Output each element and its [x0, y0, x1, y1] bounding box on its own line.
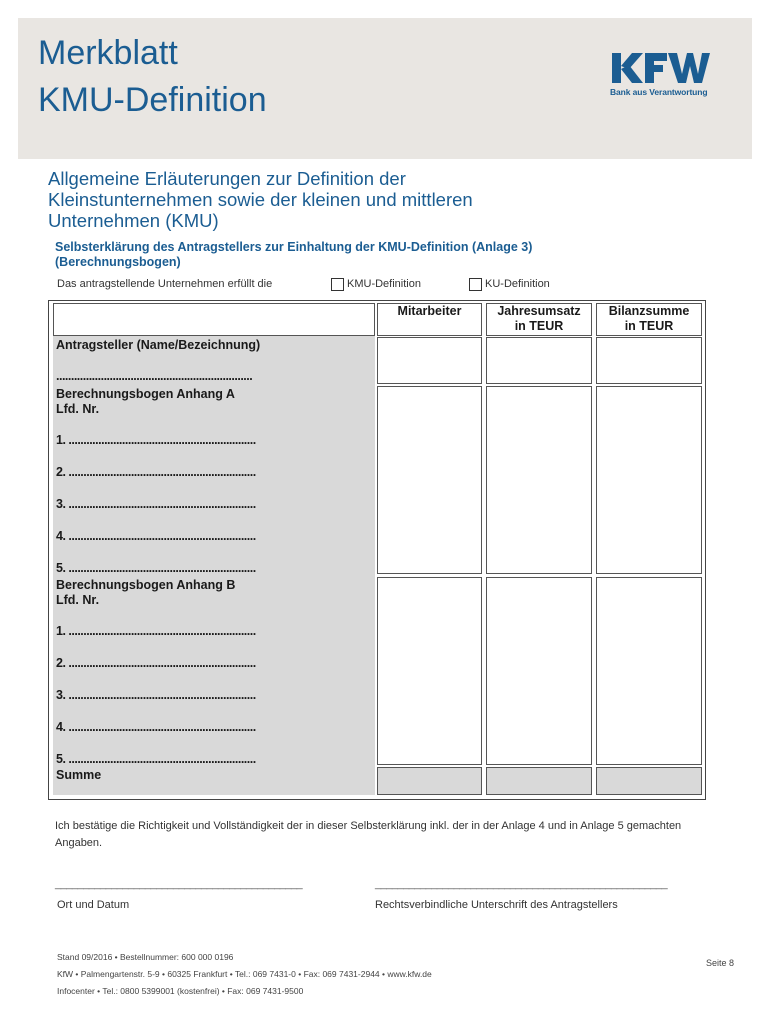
ku-checkbox[interactable]	[469, 278, 482, 291]
page-title-line2: KMU-Definition	[38, 81, 267, 119]
kfw-logo	[610, 50, 710, 100]
col-header-mitarbeiter: Mitarbeiter	[397, 304, 462, 318]
signature-label: Rechtsverbindliche Unterschrift des Antragstellers	[375, 899, 618, 911]
anhang-a-item-2: 2. ...............................................................	[56, 465, 256, 479]
page-title-line1: Merkblatt	[38, 34, 178, 72]
anhang-b-lfd-nr: Lfd. Nr.	[56, 593, 100, 607]
footer-address: KfW • Palmengartenstr. 5-9 • 60325 Frankfurt • Tel.: 069 7431-0 • Fax: 069 7431-2944 • www.kfw.de	[57, 969, 432, 979]
summe-jahresumsatz-cell	[486, 767, 592, 795]
ort-datum-line[interactable]: ____________________________________________	[55, 878, 303, 890]
col-header-jahresumsatz-line1: Jahresumsatz	[497, 304, 581, 318]
anhang-a-item-4: 4. ...............................................................	[56, 529, 256, 543]
anhang-a-jahresumsatz-field[interactable]	[486, 386, 592, 574]
col-header-bilanzsumme	[596, 304, 702, 334]
summe-bilanzsumme-cell	[596, 767, 702, 795]
page-number: Seite 8	[706, 958, 735, 968]
document-subtitle: Allgemeine Erläuterungen zur Definition der Kleinstunternehmen sowie der kleinen und mittleren Unternehmen (KMU)	[48, 168, 473, 231]
antragsteller-label: Antragsteller (Name/Bezeichnung)	[56, 338, 261, 352]
anhang-a-lfd-nr: Lfd. Nr.	[56, 402, 100, 416]
anhang-a-item-1: 1. ...............................................................	[56, 433, 256, 447]
col-header-bilanzsumme-line1: Bilanzsumme	[608, 304, 690, 318]
footer-infocenter: Infocenter • Tel.: 0800 5399001 (kostenfrei) • Fax: 069 7431-9500	[57, 986, 304, 996]
summe-label: Summe	[56, 768, 102, 782]
anhang-b-item-1: 1. ...............................................................	[56, 624, 256, 638]
col-header-jahresumsatz	[486, 304, 592, 334]
antragsteller-bilanzsumme-field[interactable]	[596, 337, 702, 384]
section-heading-line1: Selbsterklärung des Antragstellers zur Einhaltung der KMU-Definition (Anlage 3)	[55, 240, 533, 254]
anhang-b-item-5: 5. ...............................................................	[56, 752, 256, 766]
section-heading-line2: (Berechnungsbogen)	[55, 255, 181, 269]
anhang-a-item-3: 3. ...............................................................	[56, 497, 256, 511]
summe-mitarbeiter-cell	[377, 767, 482, 795]
anhang-b-item-2: 2. ...............................................................	[56, 656, 256, 670]
anhang-b-label: Berechnungsbogen Anhang B	[56, 578, 236, 592]
ku-checkbox-label: KU-Definition	[485, 278, 550, 290]
col-header-jahresumsatz-line2: in TEUR	[514, 319, 564, 333]
antragsteller-name-line: ..................................................................	[56, 369, 253, 383]
kmu-checkbox-label: KMU-Definition	[347, 278, 421, 290]
header-empty-cell	[53, 303, 375, 336]
kmu-checkbox[interactable]	[331, 278, 344, 291]
anhang-b-jahresumsatz-field[interactable]	[486, 577, 592, 765]
col-header-bilanzsumme-line2: in TEUR	[624, 319, 674, 333]
section-heading	[55, 240, 532, 270]
anhang-b-bilanzsumme-field[interactable]	[596, 577, 702, 765]
anhang-a-item-5: 5. ...............................................................	[56, 561, 256, 575]
anhang-b-mitarbeiter-field[interactable]	[377, 577, 482, 765]
signature-line[interactable]: ____________________________________________________	[375, 878, 668, 890]
anhang-a-bilanzsumme-field[interactable]	[596, 386, 702, 574]
ort-datum-label: Ort und Datum	[57, 899, 130, 911]
logo-tagline: Bank aus Verantwortung	[610, 87, 708, 97]
anhang-a-mitarbeiter-field[interactable]	[377, 386, 482, 574]
erfuellt-text: Das antragstellende Unternehmen erfüllt die	[57, 278, 273, 290]
anhang-b-item-3: 3. ...............................................................	[56, 688, 256, 702]
anhang-b-item-4: 4. ...............................................................	[56, 720, 256, 734]
antragsteller-mitarbeiter-field[interactable]	[377, 337, 482, 384]
anhang-a-label: Berechnungsbogen Anhang A	[56, 387, 235, 401]
kfw-logo-mark	[610, 50, 710, 86]
footer-stand: Stand 09/2016 • Bestellnummer: 600 000 0196	[57, 952, 234, 962]
confirmation-text: Ich bestätige die Richtigkeit und Vollständigkeit der in dieser Selbsterklärung inkl. der in der Anlage 4 und in Anlage 5 gemachten Angaben.	[55, 820, 682, 849]
antragsteller-jahresumsatz-field[interactable]	[486, 337, 592, 384]
